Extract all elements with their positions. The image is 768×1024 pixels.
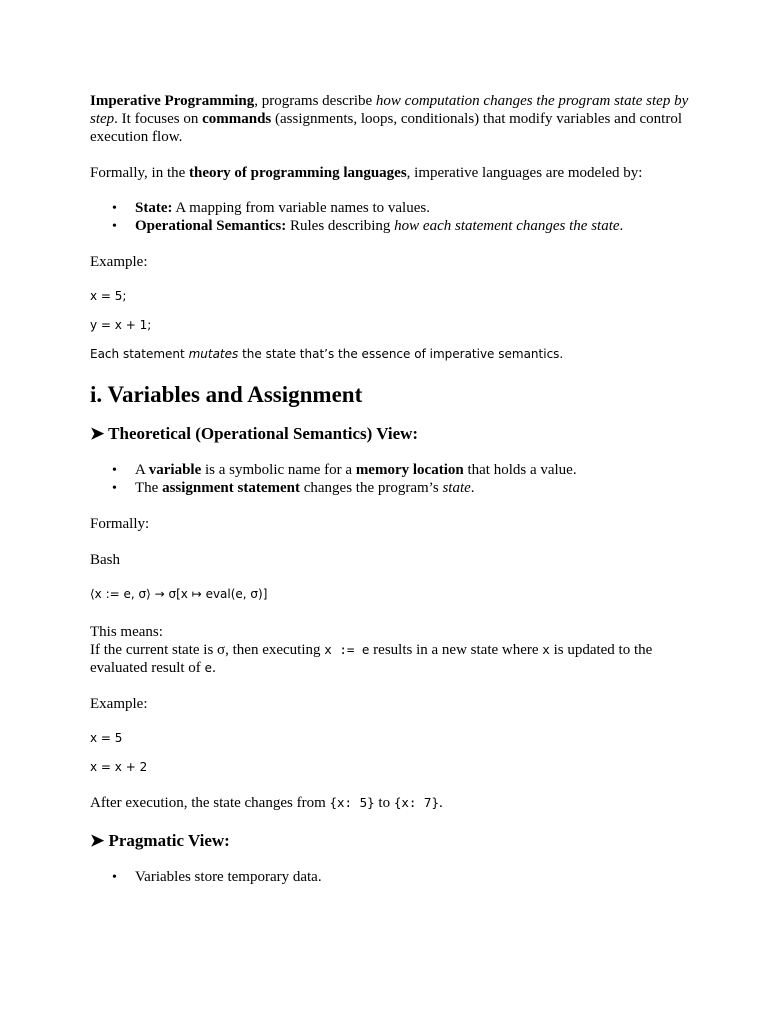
- inline-code: e: [204, 660, 213, 675]
- intro-text: . It focuses on: [114, 111, 203, 127]
- item-text: .: [470, 479, 475, 496]
- item-text: A mapping from variable names to values.: [172, 200, 430, 216]
- intro-term: Imperative Programming: [90, 93, 255, 109]
- list-item: [90, 218, 690, 236]
- example-label: Example:: [90, 696, 148, 712]
- formally-label: Formally:: [90, 516, 150, 532]
- formal-bold: theory of programming languages: [189, 165, 407, 181]
- formal-text: Formally, in the: [90, 165, 190, 181]
- item-emphasis: state: [442, 479, 471, 496]
- item-bold: State:: [135, 200, 173, 216]
- code-line: y = x + 1;: [90, 318, 152, 332]
- item-text: is a symbolic name for a: [201, 462, 356, 478]
- document-page: [90, 92, 690, 905]
- item-text: .: [619, 217, 624, 234]
- after-text: .: [438, 795, 443, 811]
- means-text: is updated to the evaluated result of: [90, 642, 653, 676]
- intro-bold: commands: [202, 111, 272, 127]
- code-line: x = 5: [90, 731, 123, 745]
- item-bold: Operational Semantics:: [135, 217, 287, 234]
- item-bold: assignment statement: [162, 479, 300, 496]
- model-list: [90, 200, 690, 235]
- code-line: x = 5;: [90, 289, 127, 303]
- note-emphasis: mutates: [188, 347, 239, 361]
- means-text: If the current state is σ, then executing: [90, 642, 325, 658]
- pragmatic-list: [90, 869, 690, 887]
- intro-paragraph: [90, 92, 690, 146]
- intro-emphasis: how computation changes the program state step by step: [90, 93, 689, 127]
- after-text: to: [374, 795, 394, 811]
- code-language-label: Bash: [90, 552, 120, 568]
- item-bold: memory location: [355, 462, 464, 478]
- means-text: results in a new state where: [369, 642, 543, 658]
- example-note: [90, 347, 690, 361]
- means-label: This means:: [90, 624, 163, 640]
- list-item: [90, 200, 690, 218]
- semantics-rule: ⟨x := e, σ⟩ → σ[x ↦ eval(e, σ)]: [90, 587, 268, 601]
- item-text: that holds a value.: [463, 462, 577, 478]
- after-text: After execution, the state changes from: [90, 795, 330, 811]
- formal-intro-paragraph: [90, 164, 690, 182]
- after-paragraph: [90, 794, 690, 812]
- subsection-heading: ➤ Pragmatic View:: [90, 831, 230, 850]
- list-item: [90, 480, 690, 498]
- code-line: x = x + 2: [90, 760, 148, 774]
- inline-code: x := e: [324, 642, 370, 657]
- inline-code: {x: 5}: [329, 795, 375, 810]
- item-text: A: [135, 462, 149, 478]
- item-text: The: [135, 479, 163, 496]
- inline-code: x: [542, 642, 550, 657]
- means-text: .: [212, 660, 216, 676]
- variable-list: [90, 462, 690, 497]
- list-item: [90, 462, 690, 480]
- intro-text: (assignments, loops, conditionals) that modify variables and control execution flow.: [90, 111, 683, 145]
- example-label: Example:: [90, 254, 148, 270]
- formal-text: , imperative languages are modeled by:: [406, 165, 643, 181]
- item-bold: variable: [148, 462, 202, 478]
- item-text: Rules describing: [286, 217, 395, 234]
- section-heading: i. Variables and Assignment: [90, 382, 363, 407]
- item-text: changes the program’s: [299, 479, 443, 496]
- note-text: Each statement: [90, 347, 189, 361]
- subsection-heading: ➤ Theoretical (Operational Semantics) View:: [90, 424, 419, 443]
- item-emphasis: how each statement changes the state: [394, 217, 620, 234]
- intro-text: , programs describe: [254, 93, 376, 109]
- list-item: • Variables store temporary data.: [90, 869, 690, 887]
- means-paragraph: [90, 641, 690, 677]
- note-text: the state that’s the essence of imperative semantics.: [238, 347, 564, 361]
- inline-code: {x: 7}: [393, 795, 439, 810]
